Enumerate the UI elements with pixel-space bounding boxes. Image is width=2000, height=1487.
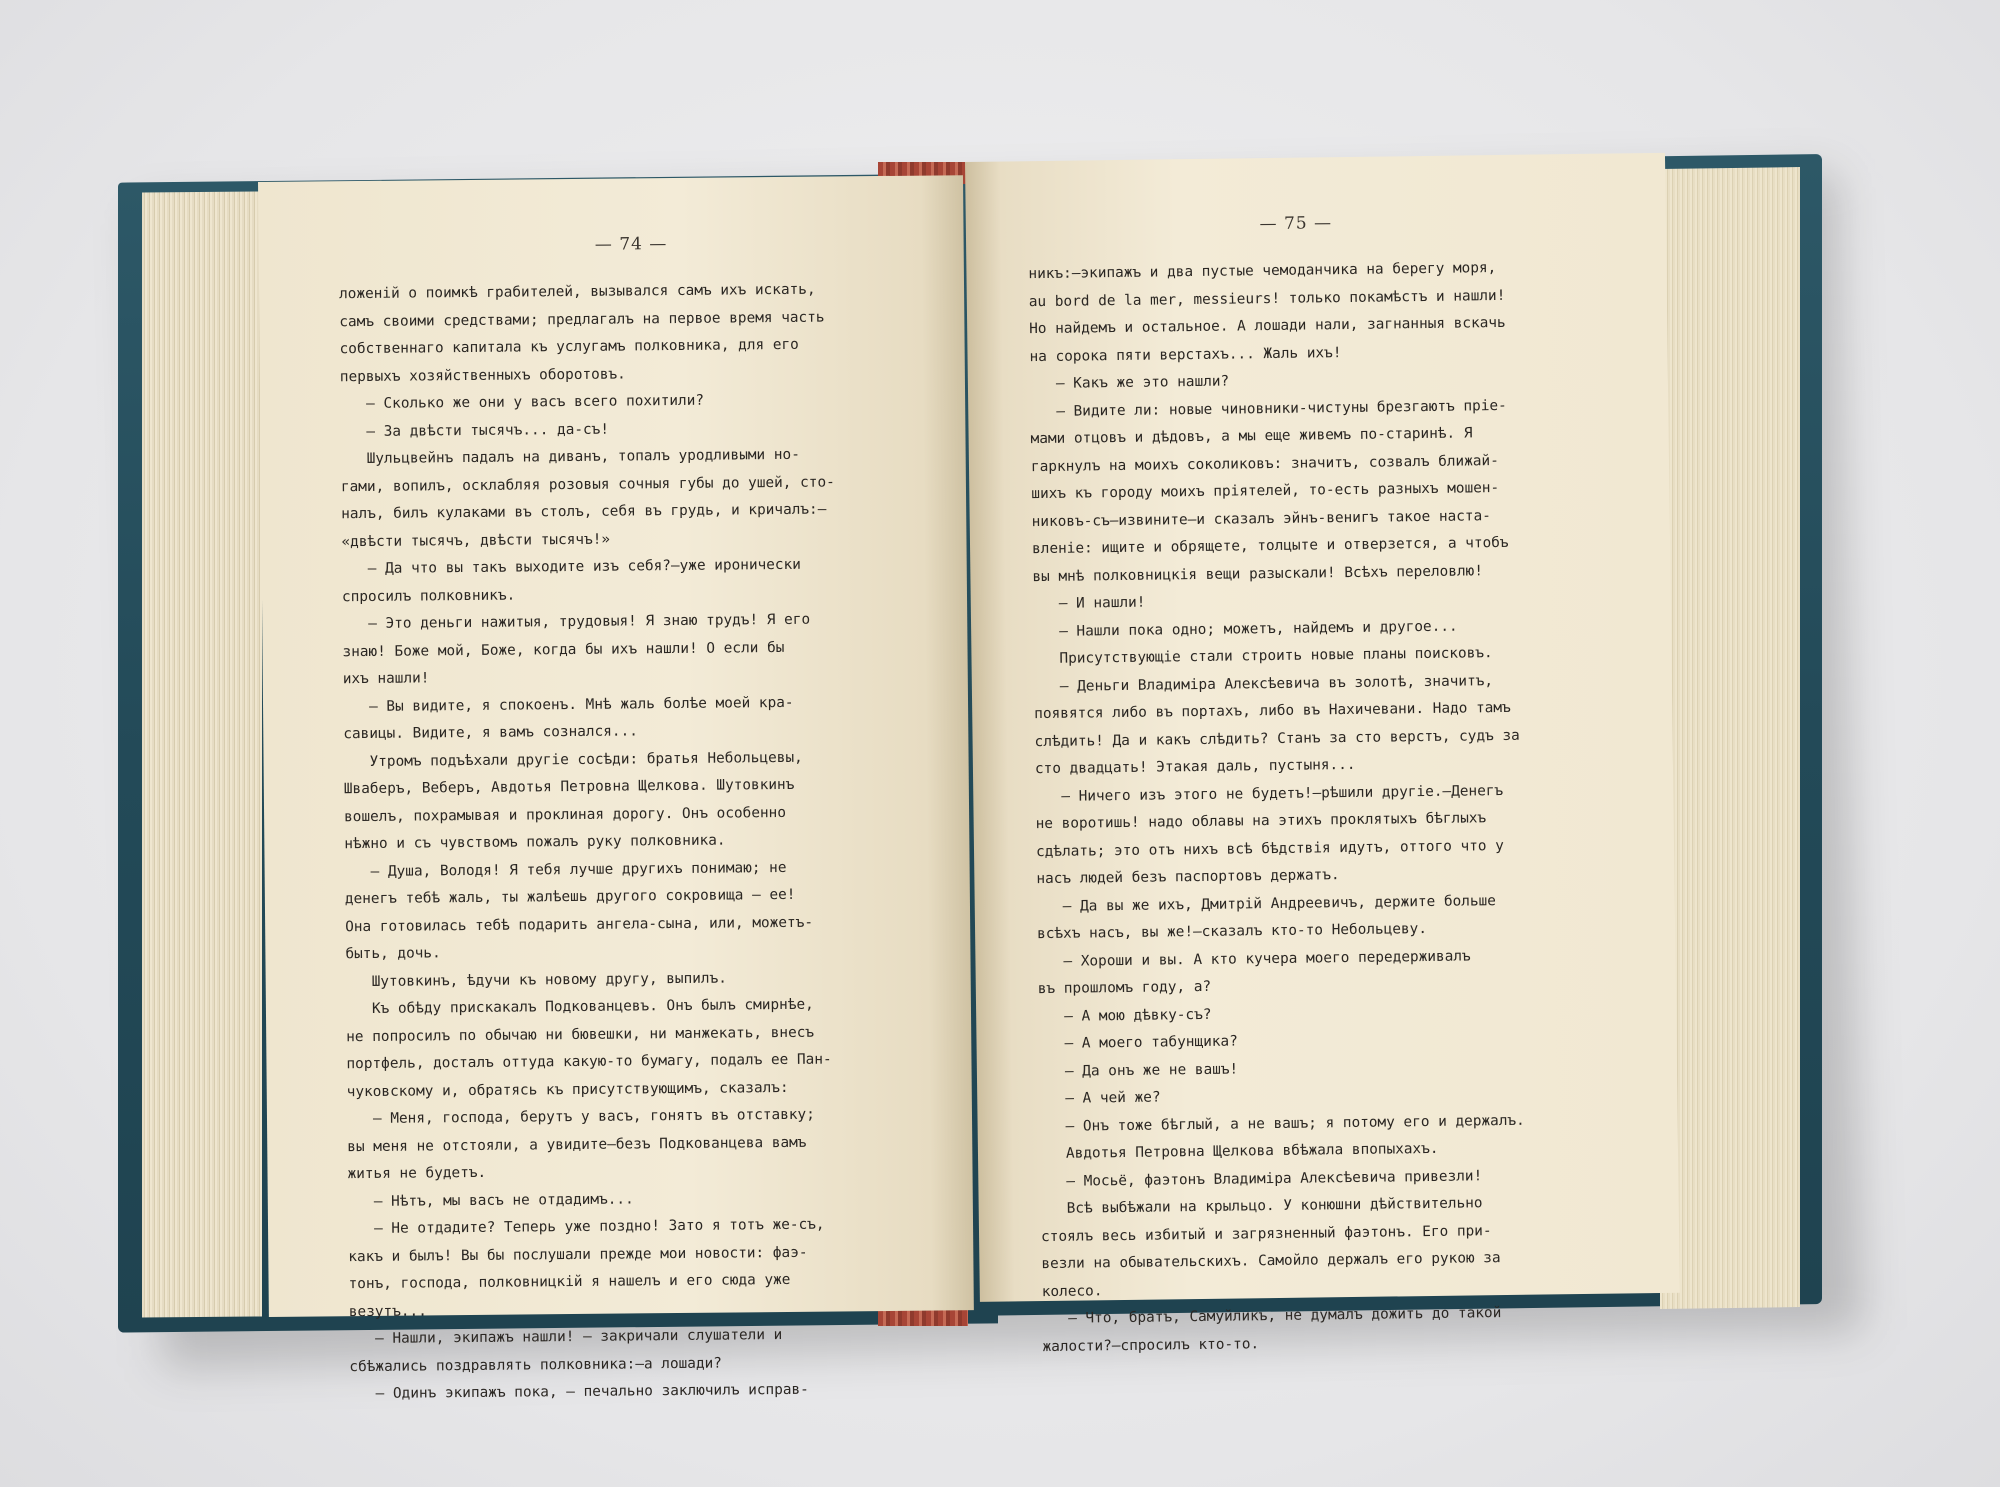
text-line: Къ обѣду прискакалъ Подкованцевъ. Онъ былъ смирнѣе, (345, 996, 814, 1018)
page-number-right: — 75 — (1259, 213, 1333, 235)
text-line: насъ людей безъ паспортовъ держатъ. (1036, 867, 1340, 888)
left-page-text (339, 275, 960, 1408)
text-line: вошелъ, похрамывая и проклиная дорогу. Онъ особенно (344, 804, 787, 825)
text-line: Авдотья Петровна Щелкова вбѣжала впопыхахъ. (1039, 1140, 1439, 1163)
text-line: — Хороши и вы. А кто кучера моего передерживалъ (1037, 947, 1471, 970)
text-line: налъ, билъ кулаками въ столъ, себя въ грудь, и кричалъ:— (341, 501, 827, 523)
right-page (965, 153, 1680, 1355)
text-line: Но найдемъ и остальное. А лошади нали, загнанныя вскачь (1029, 314, 1506, 338)
text-line: тонъ, господа, полковницкій я нашелъ и его сюда уже (348, 1271, 791, 1293)
text-line: Утромъ подъѣхали другіе сосѣди: братья Небольцевы, (343, 749, 803, 770)
text-line: — А моего табунщика? (1038, 1033, 1238, 1053)
text-line: — Сколько же они у васъ всего похитили? (340, 392, 705, 413)
text-line: — Это деньги нажитыя, трудовыя! Я знаю трудъ! Я его (342, 611, 811, 633)
text-line: — Ничего изъ этого не будетъ!—рѣшили другіе.—Денегъ (1035, 782, 1504, 805)
text-line: мами отцовъ и дѣдовъ, а мы еще живемъ по-старинѣ. Я (1030, 425, 1473, 448)
text-line: собственнаго капитала къ услугамъ полковника, для его (339, 336, 799, 358)
text-line: — Душа, Володя! Я тебя лучше другихъ понимаю; не (344, 859, 787, 880)
text-line: — Меня, господа, берутъ у васъ, гонятъ въ отставку; (346, 1106, 815, 1128)
text-line: ихъ нашли! (342, 670, 430, 688)
text-line: сбѣжались поздравлять полковника:—а лошади? (349, 1355, 722, 1375)
text-line: — Да вы же ихъ, Дмитрій Андреевичъ, держите больше (1036, 892, 1497, 915)
text-line: — Какъ же это нашли? (1029, 373, 1230, 393)
text-line: Шутовкинъ, ѣдучи къ новому другу, выпилъ. (345, 970, 727, 990)
text-line: — Не отдадите? Теперь уже поздно! Зато я тотъ же-съ, (347, 1216, 825, 1238)
text-line: быть, дочь. (345, 945, 441, 963)
text-line: — И нашли! (1032, 594, 1146, 613)
left-page (258, 175, 974, 1403)
text-line: денегъ тебѣ жаль, ты жалѣешь другого сокровища — ее! (344, 886, 796, 908)
text-line: гами, вопилъ, осклабляя розовыя сочныя губы до ушей, сто- (340, 473, 835, 495)
page-edges-right (1660, 167, 1800, 1309)
text-line: колесо. (1041, 1282, 1103, 1300)
text-line: — Мосьё, фаэтонъ Владиміра Алексѣевича привезли! (1040, 1167, 1483, 1190)
text-line: — Онъ тоже бѣглый, а не вашъ; я потому его и держалъ. (1039, 1112, 1525, 1135)
text-line: au bord de la mer, messieurs! только покамѣстъ и нашли! (1028, 287, 1506, 310)
text-line: жалости?—спросилъ кто-то. (1042, 1335, 1260, 1355)
text-line: Шваберъ, Веберъ, Авдотья Петровна Щелкова. Шутовкинъ (343, 776, 795, 798)
text-line: не попросилъ по обычаю ни бювешки, ни манжекать, внесъ (346, 1024, 815, 1045)
text-line: спросилъ полковникъ. (341, 587, 516, 605)
text-line: сдѣлать; это отъ нихъ всѣ бѣдствія идутъ, оттого что у (1035, 837, 1504, 860)
text-line: знаю! Боже мой, Боже, когда бы ихъ нашли! О если бы (342, 639, 785, 660)
text-line: никъ:—экипажъ и два пустые чемоданчика на берегу моря, (1028, 260, 1497, 283)
text-line: Шульцвейнъ падалъ на диванъ, топалъ уродливыми но- (340, 446, 800, 468)
text-line: — Видите ли: новые чиновники-чистуны брезгаютъ прiе- (1030, 397, 1507, 420)
text-line: ложеній о поимкѣ грабителей, вызывался самъ ихъ искать, (339, 281, 816, 303)
text-line: всѣхъ насъ, вы же!—сказалъ кто-то Небольцеву. (1037, 921, 1428, 943)
page-edges-left (142, 191, 262, 1317)
text-line: въ прошломъ году, а? (1037, 978, 1212, 998)
page-number-left: — 74 — (594, 234, 668, 255)
text-line: — Нашли пока одно; можетъ, найдемъ и другое... (1033, 618, 1458, 640)
text-line: житья не будетъ. (347, 1164, 487, 1183)
text-line: — За двѣсти тысячъ... да-съ! (340, 421, 610, 440)
text-line: шихъ къ городу моихъ прiятелей, то-есть разныхъ мошен- (1031, 480, 1500, 503)
text-line: вленіе: ищите и обрящете, толцыте и отверзется, а чтобъ (1031, 534, 1509, 558)
text-line: — Да что вы такъ выходите изъ себя?—уже иронически (341, 556, 801, 578)
text-line: сто двадцать! Этакая даль, пустыня... (1034, 756, 1356, 778)
text-line: везли на обывательскихъ. Самойло держалъ его рукою за (1041, 1250, 1501, 1273)
text-line: на сорока пяти верстахъ... Жаль ихъ! (1029, 344, 1342, 365)
text-line: «двѣсти тысячъ, двѣсти тысячъ!» (341, 531, 611, 550)
text-line: — Одинъ экипажъ пока, — печально заключилъ исправ- (349, 1381, 809, 1403)
text-line: Всѣ выбѣжали на крыльцо. У конюшни дѣйствительно (1040, 1195, 1483, 1218)
text-line: — Нашли, экипажъ нашли! — закричали слушатели и (349, 1327, 783, 1348)
text-line: чуковскому и, обратясь къ присутствующимъ, сказалъ: (346, 1079, 789, 1100)
text-line: — Нѣтъ, мы васъ не отдадимъ... (347, 1190, 634, 1210)
text-line: не воротишь! надо облавы на этихъ проклятыхъ бѣглыхъ (1035, 810, 1487, 833)
right-page-text (1028, 253, 1642, 1361)
text-line: портфель, досталъ оттуда какую-то бумагу, подалъ ее Пан- (346, 1051, 832, 1073)
text-line: какъ и былъ! Вы бы послушали прежде мои новости: фаэ- (348, 1244, 808, 1265)
text-line: стоялъ весь избитый и загрязненный фаэтонъ. Его при- (1040, 1222, 1492, 1245)
text-line: нѣжно и съ чувствомъ пожалъ руку полковника. (344, 832, 726, 853)
text-line: первыхъ хозяйственныхъ оборотовъ. (339, 365, 626, 385)
text-line: гаркнулъ на моихъ соколиковъ: значитъ, созвалъ ближай- (1030, 452, 1499, 475)
text-line: везутъ... (348, 1302, 427, 1320)
text-line: слѣдить! Да и какъ слѣдить? Станъ за сто верстъ, судъ за (1034, 727, 1520, 750)
text-line: — А мою дѣвку-съ? (1038, 1006, 1212, 1025)
text-line: — А чей же? (1039, 1089, 1161, 1108)
text-line: Присутствующіе стали строить новые планы поисковъ. (1033, 645, 1493, 668)
text-line: — Да онъ же не вашъ! (1038, 1061, 1239, 1080)
text-line: савицы. Видите, я вамъ сознался... (343, 723, 638, 743)
text-line: никовъ-съ—извините—и сказалъ эйнъ-венигъ такое наста- (1031, 507, 1491, 530)
text-line: — Деньги Владиміра Алексѣевича въ золотѣ, значитъ, (1033, 672, 1494, 695)
text-line: Она готовилась тебѣ подарить ангела-сына, или, можетъ- (345, 914, 814, 935)
text-line: — Что, братъ, Самуйликъ, не думалъ дожить до такой (1042, 1305, 1502, 1328)
text-line: вы мнѣ полковницкія вещи разыскали! Всѣхъ переловлю! (1032, 562, 1484, 585)
text-line: вы меня не отстояли, а увидите—безъ Подкованцева вамъ (347, 1134, 807, 1155)
text-line: самъ своими средствами; предлагалъ на первое время часть (339, 309, 825, 330)
text-line: — Вы видите, я спокоенъ. Мнѣ жаль болѣе моей кра- (342, 694, 794, 715)
text-line: появятся либо въ портахъ, либо въ Нахичевани. Надо тамъ (1034, 699, 1511, 723)
